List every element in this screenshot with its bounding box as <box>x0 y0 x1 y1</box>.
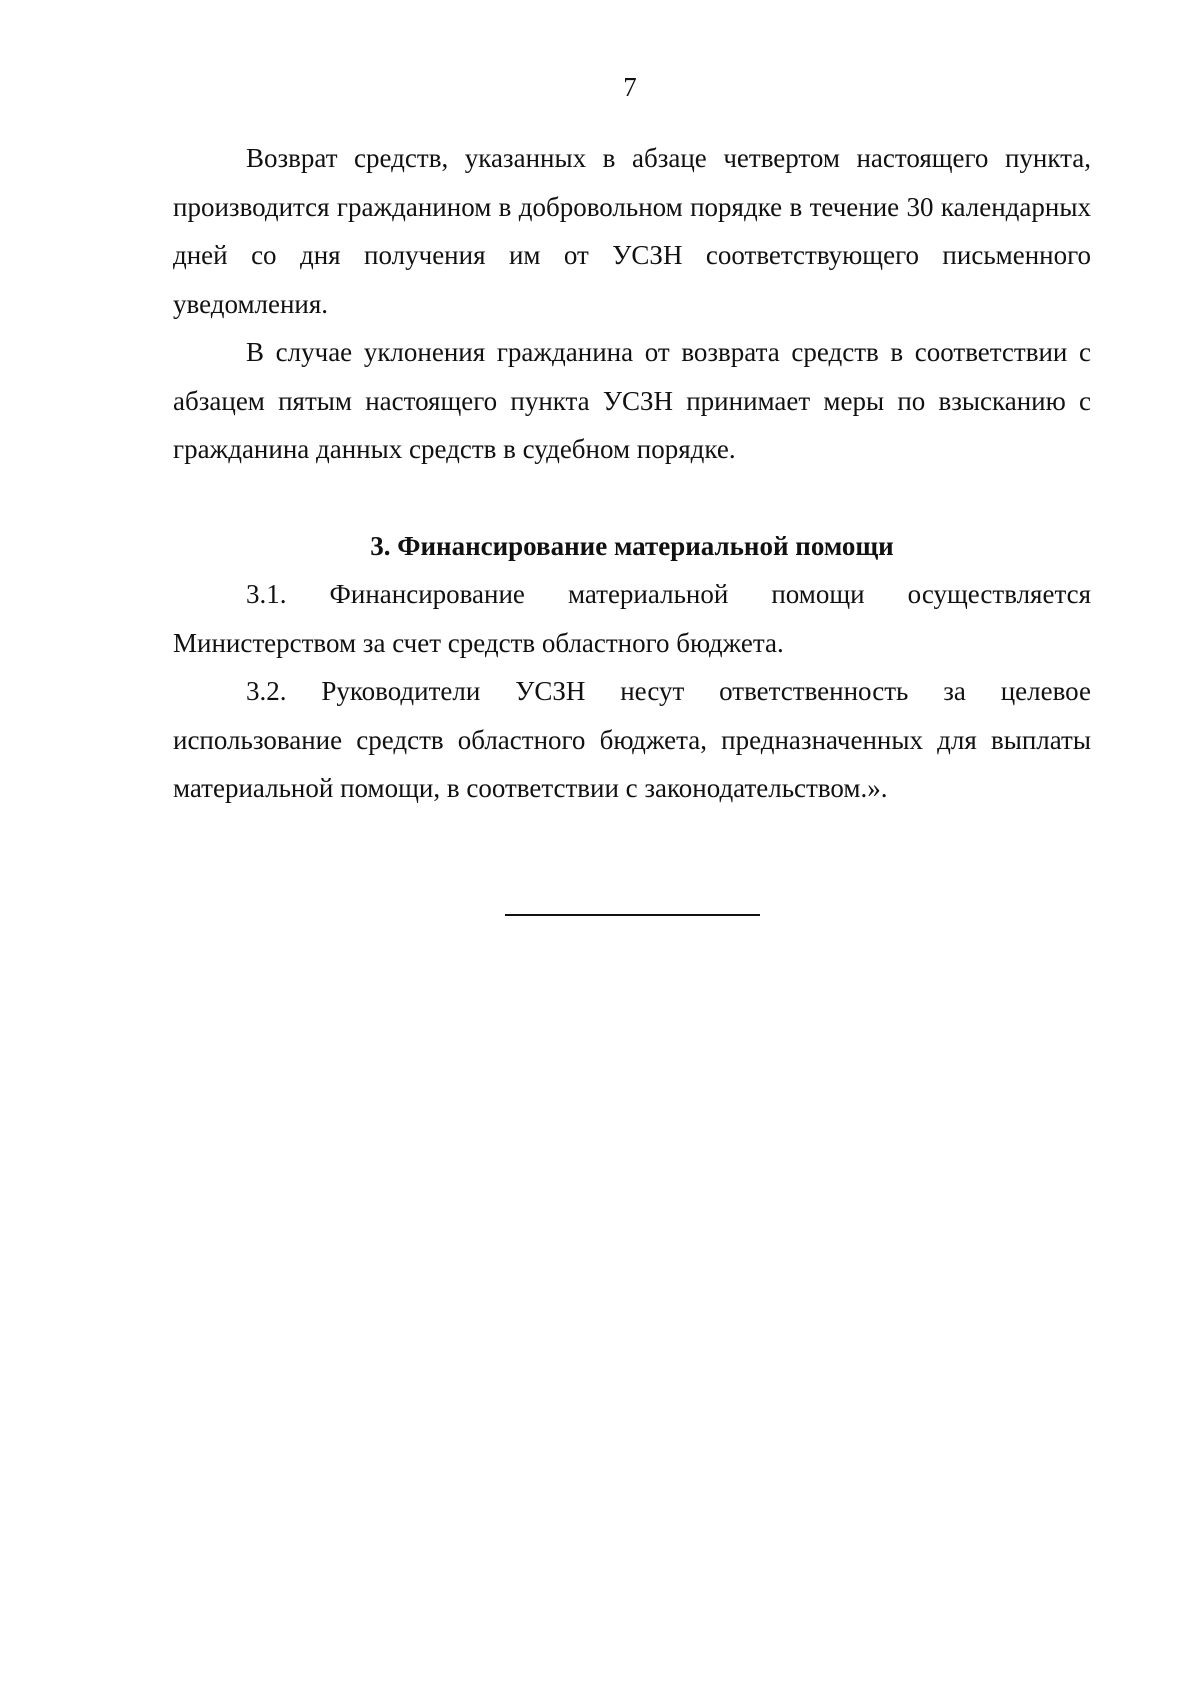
closing-divider <box>505 914 760 916</box>
document-body <box>173 134 1091 813</box>
section-heading: 3. Финансирование материальной помощи <box>370 530 894 561</box>
paragraph-refund-procedure: Возврат средств, указанных в абзаце четвертом настоящего пункта, производится гражданином в добровольном порядке в течение 30 календарных дней со дня получения им от УСЗН соответствующего письменного уведомления. <box>173 143 1091 319</box>
page-number: 7 <box>623 72 637 102</box>
paragraph-3-2: 3.2. Руководители УСЗН несут ответственность за целевое использование средств областного бюджета, предназначенных для выплаты материальной помощи, в соответствии с законодательством.». <box>173 676 1091 803</box>
paragraph-3-1: 3.1. Финансирование материальной помощи осуществляется Министерством за счет средств областного бюджета. <box>173 579 1091 658</box>
paragraph-court-recovery: В случае уклонения гражданина от возврата средств в соответствии с абзацем пятым настоящего пункта УСЗН принимает меры по взысканию с гражданина данных средств в судебном порядке. <box>173 337 1091 464</box>
